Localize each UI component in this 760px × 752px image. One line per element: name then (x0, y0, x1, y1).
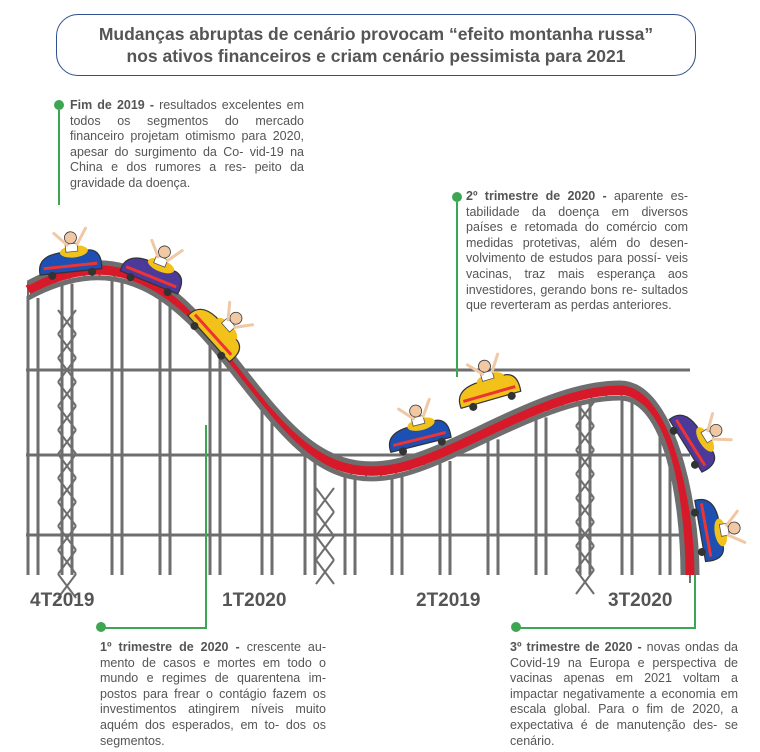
note-2-trimestre-2020 (466, 189, 688, 314)
marker-dot-t3 (511, 622, 521, 632)
note-text: resultados excelentes em todos os segmentos do mercado financeiro projetam otimismo para 2020, apesar do surgimento da Co- vid-19 na China e dos rumores a res- peito da gravidade da doença. (70, 98, 305, 190)
marker-dot-fim2019 (54, 100, 64, 110)
quarter-label-3: 2T2019 (416, 590, 481, 611)
note-fim-2019 (70, 98, 304, 192)
title-line-2: nos ativos financeiros e criam cenário pessimista para 2021 (126, 46, 626, 66)
quarter-label-1: 4T2019 (30, 590, 95, 611)
note-1-trimestre-2020 (100, 640, 326, 749)
connector-t3-horizontal (515, 627, 696, 629)
marker-dot-t1 (96, 622, 106, 632)
note-text: aparente es- tabilidade da doença em diversos países e retomada do comércio com medidas protetivas, além do desen- volvimento de estudos para possí- veis vacinas, traz mais esperança aos investidores, gerando bons re- sultados que reverteram as perdas anteriores. (466, 189, 688, 313)
quarter-label-4: 3T2020 (608, 590, 673, 611)
quarter-label-2: 1T2020 (222, 590, 287, 611)
note-heading: 1º trimestre de 2020 - (100, 640, 240, 654)
connector-t1-horizontal (100, 627, 207, 629)
title-line-1: Mudanças abruptas de cenário provocam “efeito montanha russa” (98, 24, 654, 44)
note-heading: Fim de 2019 - (70, 98, 154, 112)
marker-dot-t2 (452, 192, 462, 202)
note-text: novas ondas da Covid-19 na Europa e perspectiva de vacinas apenas em 2021 voltam a impactar negativamente a economia em escala global. Para o fim de 2020, a expectativa é de manutenção des- se cenário. (510, 640, 738, 748)
coaster-cart-icon (449, 351, 522, 414)
connector-t2 (456, 202, 458, 377)
coaster-cart-icon (183, 287, 260, 366)
note-heading: 3º trimestre de 2020 - (510, 640, 642, 654)
note-text: crescente au- mento de casos e mortes em todo o mundo e regimes de quarentena im- postos para frear o contágio fazem os investimentos atingirem níveis muito aquém dos esperados, em to- dos os segmentos. (100, 640, 326, 748)
note-3-trimestre-2020 (510, 640, 738, 749)
connector-t3 (694, 575, 696, 629)
connector-t1 (205, 425, 207, 628)
connector-fim2019 (58, 110, 60, 205)
note-heading: 2º trimestre de 2020 - (466, 189, 607, 203)
